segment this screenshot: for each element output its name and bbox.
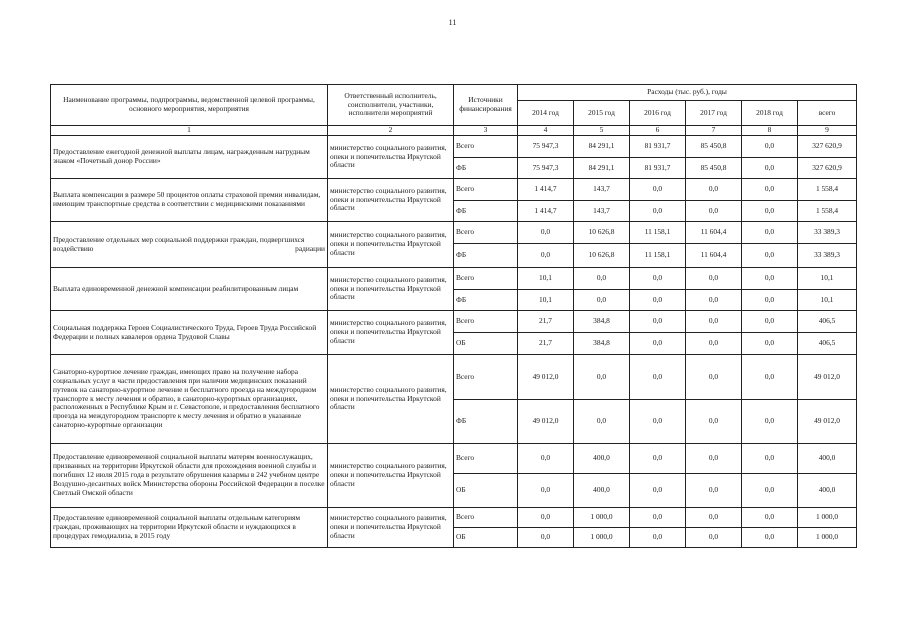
header-name: Наименование программы, подпрограммы, ведомственной целевой программы, основного мероприятия, мероприятия [51,85,328,126]
value-cell: 0,0 [630,400,686,444]
value-cell: 0,0 [518,474,574,508]
value-cell: 33 389,3 [798,244,857,268]
value-cell: 406,5 [798,311,857,333]
funding-source: ФБ [454,158,518,179]
value-cell: 1 000,0 [574,508,630,528]
table-row [51,311,857,333]
value-cell: 0,0 [742,474,798,508]
value-cell: 0,0 [742,179,798,201]
table-row [51,355,857,400]
funding-source: Всего [454,311,518,333]
value-cell: 11 604,4 [686,244,742,268]
value-cell: 327 620,9 [798,136,857,158]
value-cell: 1 558,4 [798,179,857,201]
activity-name: Предоставление отдельных мер социальной поддержки граждан, подвергшихся воздействию радиации [51,222,328,268]
activity-name: Санаторно-курортное лечение граждан, имеющих право на получение набора социальных услуг в части предоставления при наличии медицинских показаний путевок на санаторно-курортное лечение и бесплатного проезда на междугородном транспорте к месту лечения и обратно, в санаторно-курортных организациях, расположенных в Республике Крым и г. Севастополе, и предоставления бесплатного проезда на междугородном транспорте к месту лечения и обратно в указанные санаторно-курортные организации [51,355,328,444]
header-executor: Ответственный исполнитель, соисполнители, участники, исполнители мероприятий [328,85,454,126]
funding-source: ОБ [454,528,518,548]
value-cell: 0,0 [742,355,798,400]
value-cell: 0,0 [518,528,574,548]
value-cell: 384,8 [574,333,630,355]
value-cell: 0,0 [686,474,742,508]
header-total: всего [798,101,857,126]
value-cell: 1 414,7 [518,201,574,222]
column-number: 8 [742,126,798,136]
value-cell: 10,1 [798,268,857,290]
activity-executor: министерство социального развития, опеки и попечительства Иркутской области [328,444,454,508]
column-number: 4 [518,126,574,136]
value-cell: 0,0 [630,268,686,290]
value-cell: 0,0 [630,311,686,333]
column-numbers-row [51,126,857,136]
value-cell: 0,0 [518,244,574,268]
value-cell: 0,0 [742,444,798,474]
funding-source: Всего [454,222,518,244]
value-cell: 49 012,0 [798,400,857,444]
value-cell: 21,7 [518,333,574,355]
funding-source: Всего [454,355,518,400]
activity-executor: министерство социального развития, опеки и попечительства Иркутской области [328,311,454,355]
value-cell: 0,0 [630,290,686,311]
value-cell: 0,0 [742,158,798,179]
value-cell: 11 158,1 [630,244,686,268]
activity-executor: министерство социального развития, опеки и попечительства Иркутской области [328,136,454,179]
value-cell: 0,0 [518,222,574,244]
funding-source: ФБ [454,244,518,268]
value-cell: 49 012,0 [518,355,574,400]
table-row [51,508,857,528]
activity-name: Выплата компенсации в размере 50 процентов оплаты страховой премии инвалидам, имеющим транспортные средства в соответствии с медицинскими показаниями [51,179,328,222]
funding-source: Всего [454,444,518,474]
funding-source: Всего [454,508,518,528]
header-year: 2015 год [574,101,630,126]
value-cell: 0,0 [574,355,630,400]
value-cell: 75 947,3 [518,158,574,179]
value-cell: 0,0 [686,444,742,474]
value-cell: 84 291,1 [574,158,630,179]
value-cell: 49 012,0 [518,400,574,444]
table-row [51,268,857,290]
value-cell: 1 558,4 [798,201,857,222]
column-number: 3 [454,126,518,136]
header-year: 2018 год [742,101,798,126]
value-cell: 0,0 [686,311,742,333]
value-cell: 85 450,8 [686,158,742,179]
value-cell: 0,0 [630,355,686,400]
value-cell: 33 389,3 [798,222,857,244]
value-cell: 0,0 [686,400,742,444]
value-cell: 0,0 [742,311,798,333]
value-cell: 0,0 [686,201,742,222]
value-cell: 0,0 [630,333,686,355]
value-cell: 400,0 [798,474,857,508]
value-cell: 400,0 [574,474,630,508]
value-cell: 1 000,0 [574,528,630,548]
funding-source: ФБ [454,201,518,222]
value-cell: 85 450,8 [686,136,742,158]
value-cell: 0,0 [518,508,574,528]
funding-source: Всего [454,179,518,201]
column-number: 7 [686,126,742,136]
value-cell: 0,0 [574,268,630,290]
activity-name: Предоставление единовременной социальной выплаты отдельным категориям граждан, проживающих на территории Иркутской области и нуждающихся в процедурах гемодиализа, в 2015 году [51,508,328,548]
value-cell: 49 012,0 [798,355,857,400]
activity-name: Социальная поддержка Героев Социалистического Труда, Героев Труда Российской Федерации и полных кавалеров ордена Трудовой Славы [51,311,328,355]
column-number: 5 [574,126,630,136]
value-cell: 143,7 [574,201,630,222]
funding-source: ОБ [454,474,518,508]
value-cell: 1 000,0 [798,528,857,548]
table-row [51,222,857,244]
value-cell: 10,1 [518,268,574,290]
activity-name: Выплата единовременной денежной компенсации реабилитированным лицам [51,268,328,311]
value-cell: 384,8 [574,311,630,333]
activity-executor: министерство социального развития, опеки и попечительства Иркутской области [328,508,454,548]
value-cell: 0,0 [574,290,630,311]
value-cell: 143,7 [574,179,630,201]
value-cell: 0,0 [742,222,798,244]
value-cell: 406,5 [798,333,857,355]
value-cell: 81 931,7 [630,136,686,158]
value-cell: 400,0 [574,444,630,474]
activity-executor: министерство социального развития, опеки и попечительства Иркутской области [328,222,454,268]
value-cell: 0,0 [742,400,798,444]
value-cell: 1 414,7 [518,179,574,201]
value-cell: 81 931,7 [630,158,686,179]
value-cell: 0,0 [686,508,742,528]
header-year: 2017 год [686,101,742,126]
value-cell: 400,0 [798,444,857,474]
page-number: 11 [448,18,457,27]
value-cell: 0,0 [742,528,798,548]
value-cell: 0,0 [742,268,798,290]
value-cell: 0,0 [630,444,686,474]
activity-executor: министерство социального развития, опеки и попечительства Иркутской области [328,179,454,222]
activity-name: Предоставление единовременной социальной выплаты матерям военнослужащих, призванных на территории Иркутской области для прохождения военной службы и погибших 12 июля 2015 года в результате обрушения казармы в 242 учебном центре Воздушно-десантных войск Министерства обороны Российской Федерации в поселке Светлый Омской области [51,444,328,508]
value-cell: 11 158,1 [630,222,686,244]
value-cell: 10 626,8 [574,222,630,244]
funding-source: ФБ [454,290,518,311]
value-cell: 1 000,0 [798,508,857,528]
column-number: 2 [328,126,454,136]
value-cell: 75 947,3 [518,136,574,158]
value-cell: 0,0 [630,179,686,201]
value-cell: 0,0 [742,201,798,222]
column-number: 1 [51,126,328,136]
activity-executor: министерство социального развития, опеки и попечительства Иркутской области [328,268,454,311]
value-cell: 21,7 [518,311,574,333]
value-cell: 0,0 [742,244,798,268]
value-cell: 11 604,4 [686,222,742,244]
activity-executor: министерство социального развития, опеки и попечительства Иркутской области [328,355,454,444]
value-cell: 10,1 [518,290,574,311]
header-source: Источники финансирования [454,85,518,126]
value-cell: 0,0 [630,528,686,548]
table-row [51,179,857,201]
value-cell: 0,0 [630,201,686,222]
column-number: 9 [798,126,857,136]
value-cell: 0,0 [574,400,630,444]
value-cell: 0,0 [742,136,798,158]
value-cell: 0,0 [686,528,742,548]
value-cell: 0,0 [686,290,742,311]
header-expenses: Расходы (тыс. руб.), годы [518,85,857,101]
value-cell: 0,0 [518,444,574,474]
funding-source: Всего [454,268,518,290]
value-cell: 0,0 [742,333,798,355]
value-cell: 0,0 [686,333,742,355]
table-row [51,444,857,474]
header-year: 2016 год [630,101,686,126]
value-cell: 0,0 [742,508,798,528]
activity-name: Предоставление ежегодной денежной выплаты лицам, награжденным нагрудным знаком «Почетный донор России» [51,136,328,179]
value-cell: 0,0 [742,290,798,311]
value-cell: 327 620,9 [798,158,857,179]
value-cell: 0,0 [630,474,686,508]
header-year: 2014 год [518,101,574,126]
value-cell: 84 291,1 [574,136,630,158]
table-row [51,136,857,158]
value-cell: 0,0 [686,355,742,400]
value-cell: 0,0 [686,179,742,201]
funding-source: ОБ [454,333,518,355]
funding-source: ФБ [454,400,518,444]
value-cell: 10 626,8 [574,244,630,268]
value-cell: 10,1 [798,290,857,311]
value-cell: 0,0 [686,268,742,290]
column-number: 6 [630,126,686,136]
budget-table [50,84,857,548]
funding-source: Всего [454,136,518,158]
value-cell: 0,0 [630,508,686,528]
